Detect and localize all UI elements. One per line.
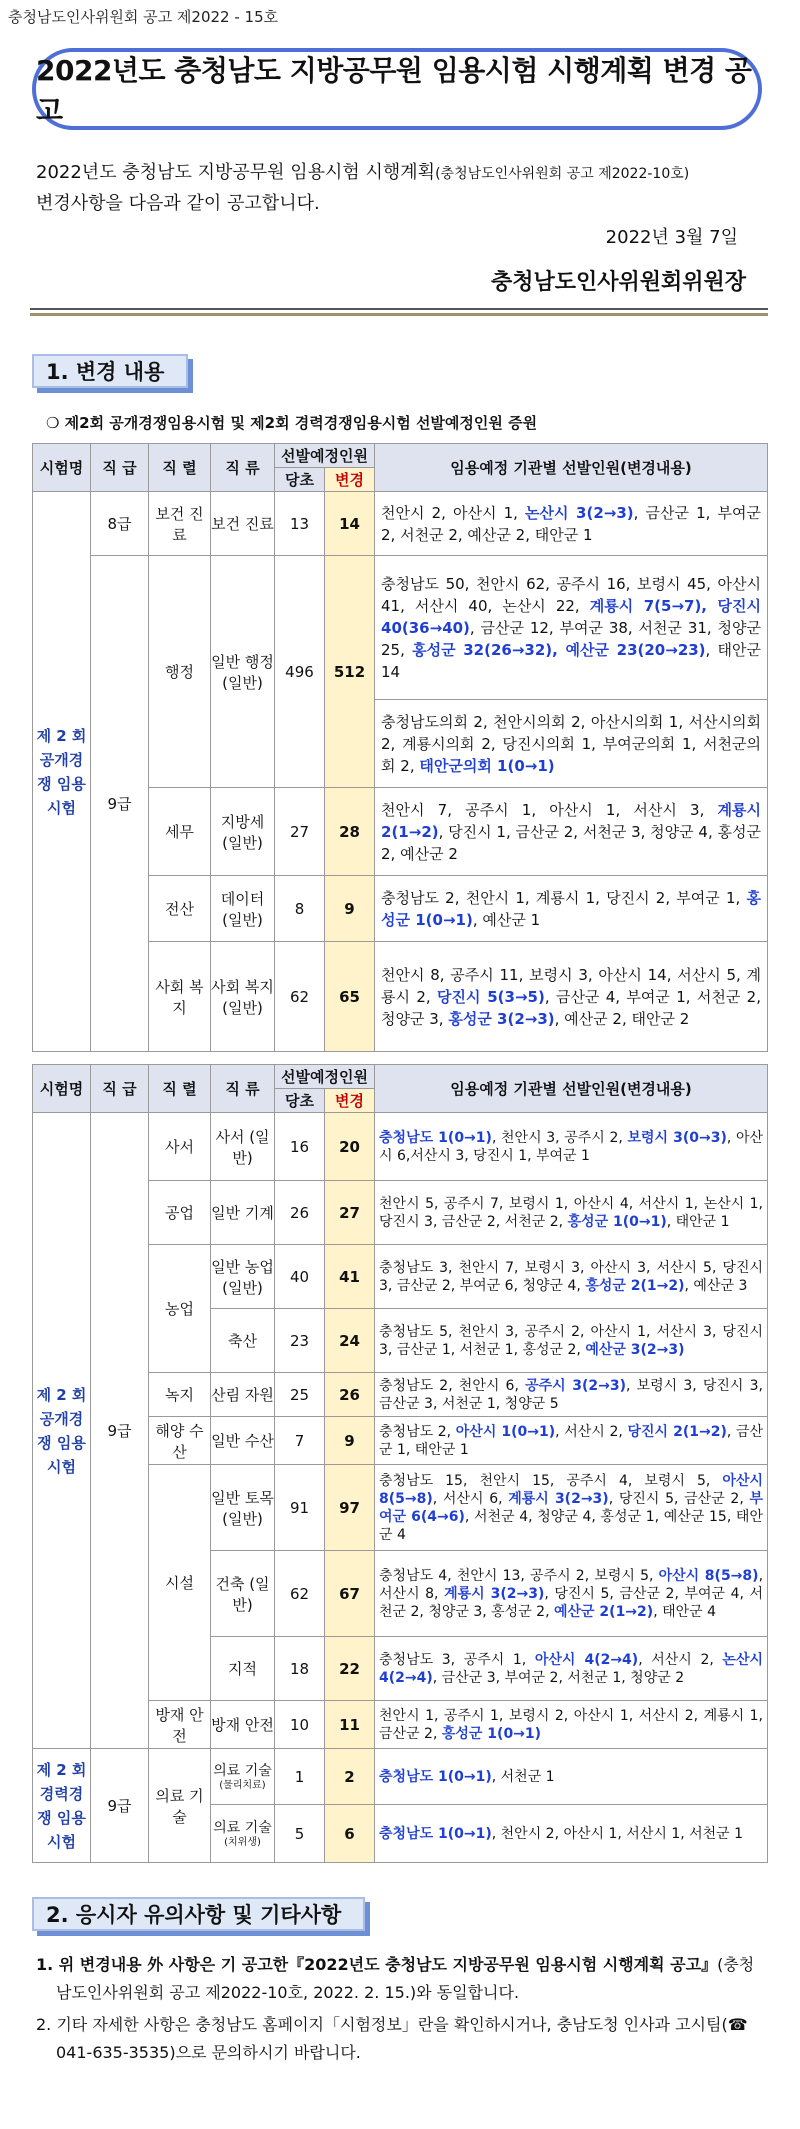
series-cell: 보건 진료	[149, 492, 211, 556]
col-planned: 선발예정인원	[275, 1065, 375, 1089]
orig-cell: 10	[275, 1701, 325, 1749]
class-cell: 의료 기술 (치위생)	[211, 1805, 275, 1863]
detail-cell: 충청남도 5, 천안시 3, 공주시 2, 아산시 1, 서산시 3, 당진시 3, 금산군 1, 서천군 1, 홍성군 2, 예산군 3(2→3)	[375, 1309, 768, 1373]
orig-cell: 40	[275, 1245, 325, 1309]
orig-cell: 25	[275, 1373, 325, 1417]
series-cell: 해양 수산	[149, 1417, 211, 1465]
series-cell: 농업	[149, 1245, 211, 1373]
changed-cell: 26	[325, 1373, 375, 1417]
orig-cell: 27	[275, 788, 325, 876]
changed-cell: 20	[325, 1113, 375, 1181]
changed-cell: 512	[325, 556, 375, 788]
orig-cell: 5	[275, 1805, 325, 1863]
series-cell: 방재 안전	[149, 1701, 211, 1749]
detail-cell: 충청남도 2, 천안시 1, 계룡시 1, 당진시 2, 부여군 1, 홍성군 1(0→1), 예산군 1	[375, 876, 768, 942]
col-orig: 당초	[275, 1089, 325, 1113]
table-row	[33, 1113, 768, 1181]
orig-cell: 26	[275, 1181, 325, 1245]
orig-cell: 496	[275, 556, 325, 788]
series-cell: 공업	[149, 1181, 211, 1245]
detail-cell: 천안시 1, 공주시 1, 보령시 2, 아산시 1, 서산시 2, 계룡시 1, 금산군 2, 홍성군 1(0→1)	[375, 1701, 768, 1749]
series-cell: 행정	[149, 556, 211, 788]
col-exam: 시험명	[33, 1065, 91, 1113]
orig-cell: 8	[275, 876, 325, 942]
grade-cell: 9급	[91, 1113, 149, 1749]
class-cell: 지적	[211, 1637, 275, 1701]
section1-title: 1. 변경 내용	[32, 354, 188, 388]
col-grade: 직 급	[91, 444, 149, 492]
class-cell: 지방세 (일반)	[211, 788, 275, 876]
col-series: 직 렬	[149, 1065, 211, 1113]
col-changed: 변경	[325, 468, 375, 492]
series-cell: 녹지	[149, 1373, 211, 1417]
issuer: 충청남도인사위원회위원장	[490, 270, 746, 295]
table-row	[33, 492, 768, 556]
detail-cell: 충청남도 2, 천안시 6, 공주시 3(2→3), 보령시 3, 당진시 3, 금산군 3, 서천군 1, 청양군 5	[375, 1373, 768, 1417]
detail-cell: 충청남도 3, 천안시 7, 보령시 3, 아산시 3, 서산시 5, 당진시 3, 금산군 2, 부여군 6, 청양군 4, 홍성군 2(1→2), 예산군 3	[375, 1245, 768, 1309]
section1-heading	[32, 354, 768, 394]
intro-line1: 2022년도 충청남도 지방공무원 임용시험 시행계획	[36, 162, 436, 183]
col-orig: 당초	[275, 468, 325, 492]
detail-cell: 충청남도 3, 공주시 1, 아산시 4(2→4), 서산시 2, 논산시 4(2→4), 금산군 3, 부여군 2, 서천군 1, 청양군 2	[375, 1637, 768, 1701]
changed-cell: 65	[325, 942, 375, 1052]
col-detail: 임용예정 기관별 선발인원(변경내용)	[375, 444, 768, 492]
orig-cell: 23	[275, 1309, 325, 1373]
orig-cell: 1	[275, 1749, 325, 1805]
detail-cell: 충청남도의회 2, 천안시의회 2, 아산시의회 1, 서산시의회 2, 계룡시의회 2, 당진시의회 1, 부여군의회 1, 서천군의회 2, 태안군의회 1(0→1)	[375, 700, 768, 788]
changed-cell: 41	[325, 1245, 375, 1309]
grade-cell: 8급	[91, 492, 149, 556]
class-cell: 축산	[211, 1309, 275, 1373]
class-cell: 데이터 (일반)	[211, 876, 275, 942]
detail-cell: 천안시 7, 공주시 1, 아산시 1, 서산시 3, 계룡시 2(1→2), 당진시 1, 금산군 2, 서천군 3, 청양군 4, 홍성군 2, 예산군 2	[375, 788, 768, 876]
detail-cell: 천안시 2, 아산시 1, 논산시 3(2→3), 금산군 1, 부여군 2, 서천군 2, 예산군 2, 태안군 1	[375, 492, 768, 556]
col-class: 직 류	[211, 1065, 275, 1113]
notes-list	[32, 1951, 768, 2067]
col-exam: 시험명	[33, 444, 91, 492]
exam-name: 제 2 회 공개경쟁 임용시험	[33, 1113, 91, 1749]
col-grade: 직 급	[91, 1065, 149, 1113]
exam-name: 제 2 회 경력경쟁 임용시험	[33, 1749, 91, 1863]
class-cell: 방재 안전	[211, 1701, 275, 1749]
detail-cell: 충청남도 2, 아산시 1(0→1), 서산시 2, 당진시 2(1→2), 금산군 1, 태안군 1	[375, 1417, 768, 1465]
series-cell: 시설	[149, 1465, 211, 1701]
class-cell: 사회 복지 (일반)	[211, 942, 275, 1052]
class-cell: 일반 토목 (일반)	[211, 1465, 275, 1551]
page-title: 2022년도 충청남도 지방공무원 임용시험 시행계획 변경 공고	[36, 54, 752, 127]
series-cell: 세무	[149, 788, 211, 876]
changed-cell: 24	[325, 1309, 375, 1373]
plan-table-2	[32, 1064, 768, 1863]
changed-cell: 22	[325, 1637, 375, 1701]
changed-cell: 2	[325, 1749, 375, 1805]
changed-cell: 67	[325, 1551, 375, 1637]
class-cell: 일반 농업 (일반)	[211, 1245, 275, 1309]
title-box	[32, 48, 762, 130]
col-series: 직 렬	[149, 444, 211, 492]
class-cell: 일반 기계	[211, 1181, 275, 1245]
col-planned: 선발예정인원	[275, 444, 375, 468]
orig-cell: 16	[275, 1113, 325, 1181]
orig-cell: 13	[275, 492, 325, 556]
detail-cell: 충청남도 4, 천안시 13, 공주시 2, 보령시 5, 아산시 8(5→8), 서산시 8, 계룡시 3(2→3), 당진시 5, 금산군 2, 부여군 4, 서천군 2, 청양군 3, 홍성군 2, 예산군 2(1→2), 태안군 4	[375, 1551, 768, 1637]
class-cell: 일반 행정 (일반)	[211, 556, 275, 788]
orig-cell: 18	[275, 1637, 325, 1701]
orig-cell: 62	[275, 1551, 325, 1637]
note-item: 1. 위 변경내용 外 사항은 기 공고한『2022년도 충청남도 지방공무원 임용시험 시행계획 공고』(충청남도인사위원회 공고 제2022-10호, 2022. 2. 15.)와 동일합니다.	[36, 1955, 755, 2002]
detail-cell: 충청남도 15, 천안시 15, 공주시 4, 보령시 5, 아산시 8(5→8), 서산시 6, 계룡시 3(2→3), 당진시 5, 금산군 2, 부여군 6(4→6), 서천군 4, 청양군 4, 홍성군 1, 예산군 15, 태안군 4	[375, 1465, 768, 1551]
detail-cell: 충청남도 50, 천안시 62, 공주시 16, 보령시 45, 아산시 41, 서산시 40, 논산시 22, 계룡시 7(5→7), 당진시 40(36→40), 금산군 12, 부여군 38, 서천군 31, 청양군 25, 홍성군 32(26→32), 예산군 23(20→23), 태안군 14	[375, 556, 768, 700]
class-cell: 건축 (일반)	[211, 1551, 275, 1637]
intro-text	[32, 158, 768, 219]
class-cell: 의료 기술 (물리치료)	[211, 1749, 275, 1805]
orig-cell: 7	[275, 1417, 325, 1465]
changed-cell: 97	[325, 1465, 375, 1551]
intro-line2: 변경사항을 다음과 같이 공고합니다.	[36, 193, 320, 214]
series-cell: 사회 복지	[149, 942, 211, 1052]
changed-cell: 11	[325, 1701, 375, 1749]
changed-cell: 6	[325, 1805, 375, 1863]
detail-cell: 천안시 8, 공주시 11, 보령시 3, 아산시 14, 서산시 5, 계룡시 2, 당진시 5(3→5), 금산군 4, 부여군 1, 서천군 2, 청양군 3, 홍성군 3(2→3), 예산군 2, 태안군 2	[375, 942, 768, 1052]
notice-number: 충청남도인사위원회 공고 제2022 - 15호	[8, 8, 279, 26]
grade-cell: 9급	[91, 556, 149, 1052]
notice-date: 2022년 3월 7일	[605, 227, 738, 248]
section2-title: 2. 응시자 유의사항 및 기타사항	[32, 1897, 365, 1931]
plan-table-1	[32, 443, 768, 1052]
table-row	[33, 556, 768, 700]
detail-cell: 충청남도 1(0→1), 천안시 3, 공주시 2, 보령시 3(0→3), 아산시 6,서산시 3, 당진시 1, 부여군 1	[375, 1113, 768, 1181]
changed-cell: 9	[325, 1417, 375, 1465]
col-detail: 임용예정 기관별 선발인원(변경내용)	[375, 1065, 768, 1113]
class-cell: 사서 (일반)	[211, 1113, 275, 1181]
detail-cell: 천안시 5, 공주시 7, 보령시 1, 아산시 4, 서산시 1, 논산시 1, 당진시 3, 금산군 2, 서천군 2, 홍성군 1(0→1), 태안군 1	[375, 1181, 768, 1245]
changed-cell: 27	[325, 1181, 375, 1245]
series-cell: 전산	[149, 876, 211, 942]
detail-cell: 충청남도 1(0→1), 서천군 1	[375, 1749, 768, 1805]
col-changed: 변경	[325, 1089, 375, 1113]
changed-cell: 14	[325, 492, 375, 556]
col-class: 직 류	[211, 444, 275, 492]
intro-reference: (충청남도인사위원회 공고 제2022-10호)	[435, 166, 690, 182]
grade-cell: 9급	[91, 1749, 149, 1863]
class-cell: 일반 수산	[211, 1417, 275, 1465]
detail-cell: 충청남도 1(0→1), 천안시 2, 아산시 1, 서산시 1, 서천군 1	[375, 1805, 768, 1863]
note-item: 2. 기타 자세한 사항은 충청남도 홈페이지「시험정보」란을 확인하시거나, 충남도청 인사과 고시팀(☎ 041-635-3535)으로 문의하시기 바랍니다.	[36, 2015, 748, 2062]
changed-cell: 28	[325, 788, 375, 876]
section2-heading	[32, 1897, 768, 1937]
exam-name: 제 2 회 공개경쟁 임용시험	[33, 492, 91, 1052]
series-cell: 의료 기술	[149, 1749, 211, 1863]
class-cell: 보건 진료	[211, 492, 275, 556]
table-row	[33, 1749, 768, 1805]
section1-subtitle: ❍ 제2회 공개경쟁임용시험 및 제2회 경력경쟁임용시험 선발예정인원 증원	[46, 414, 538, 432]
orig-cell: 62	[275, 942, 325, 1052]
class-cell: 산림 자원	[211, 1373, 275, 1417]
orig-cell: 91	[275, 1465, 325, 1551]
series-cell: 사서	[149, 1113, 211, 1181]
divider	[30, 308, 768, 316]
changed-cell: 9	[325, 876, 375, 942]
